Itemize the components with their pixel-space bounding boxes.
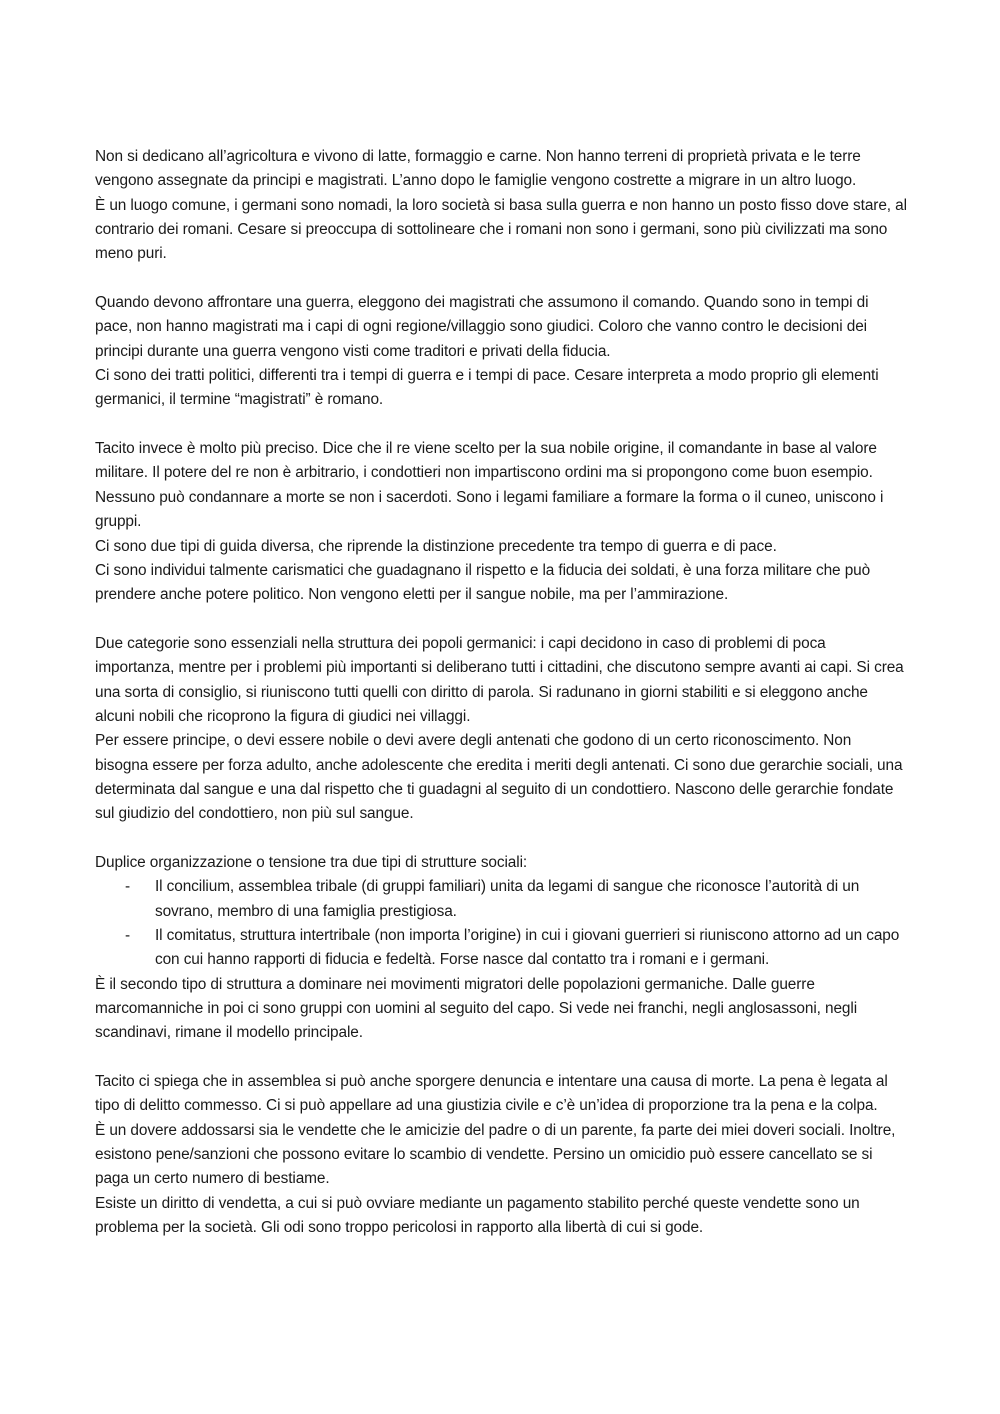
- paragraph: Ci sono due tipi di guida diversa, che riprende la distinzione precedente tra tempo di guerra e di pace.: [95, 537, 777, 555]
- paragraph: Tacito ci spiega che in assemblea si può anche sporgere denuncia e intentare una causa di morte. La pena è legata al tipo di delitto commesso. Ci si può appellare ad una giustizia civile e c’è un’idea di proporzione tra la pena e la colpa.: [95, 1073, 888, 1115]
- paragraph: Per essere principe, o devi essere nobile o devi avere degli antenati che godono di un certo riconoscimento. Non bisogna essere per forza adulto, anche adolescente che eredita i meriti degli antenati. Ci sono due gerarchie sociali, una determinata dal sangue e una dal rispetto che ti guadagni al seguito di un condottiero. Nascono delle gerarchie fondate sul giudizio del condottiero, non più sul sangue.: [95, 732, 903, 823]
- section-nomadism: [95, 145, 907, 267]
- paragraph: Tacito invece è molto più preciso. Dice che il re viene scelto per la sua nobile origine, il comandante in base al valore militare. Il potere del re non è arbitrario, i condottieri non impartiscono ordini ma si propongono come buon esempio. Nessuno può condannare a morte se non i sacerdoti. Sono i legami familiare a formare la forma o il cuneo, uniscono i gruppi.: [95, 440, 884, 531]
- paragraph: Ci sono dei tratti politici, differenti tra i tempi di guerra e i tempi di pace. Cesare interpreta a modo proprio gli elementi germanici, il termine “magistrati” è romano.: [95, 367, 879, 409]
- paragraph-spacer: [95, 413, 907, 437]
- section-tacitus-leaders: [95, 437, 907, 607]
- section-magistrates: [95, 291, 907, 413]
- list-item-text: Il comitatus, struttura intertribale (non importa l’origine) in cui i giovani guerrieri si riuniscono attorno ad un capo con cui hanno rapporti di fiducia e fedeltà. Forse nasce dal contatto tra i romani e i germani.: [155, 927, 900, 969]
- document-page: [95, 145, 907, 1240]
- paragraph-spacer: [95, 267, 907, 291]
- list-item: [95, 875, 907, 924]
- paragraph: Non si dedicano all’agricoltura e vivono di latte, formaggio e carne. Non hanno terreni di proprietà privata e le terre vengono assegnate da principi e magistrati. L’anno dopo le famiglie vengono costrette a migrare in un altro luogo.: [95, 148, 861, 190]
- section-social-structures: [95, 851, 907, 1046]
- paragraph: Quando devono affrontare una guerra, eleggono dei magistrati che assumono il comando. Quando sono in tempi di pace, non hanno magistrati ma i capi di ogni regione/villaggio sono giudici. Coloro che vanno contro le decisioni dei principi durante una guerra vengono visti come traditori e privati della fiducia.: [95, 294, 869, 360]
- bullet-marker: -: [125, 878, 131, 896]
- paragraph-spacer: [95, 1046, 907, 1070]
- bullet-marker: -: [125, 927, 131, 944]
- section-justice: [95, 1070, 907, 1240]
- list-item: [95, 924, 907, 973]
- list-intro: Duplice organizzazione o tensione tra due tipi di strutture sociali:: [95, 853, 528, 871]
- paragraph: Due categorie sono essenziali nella struttura dei popoli germanici: i capi decidono in caso di problemi di poca importanza, mentre per i problemi più importanti si deliberano tutti i cittadini, che discutono sempre avanti ai capi. Si crea una sorta di consiglio, si riuniscono tutti quelli con diritto di parola. Si radunano in giorni stabiliti e si eleggono anche alcuni nobili che ricoprono la figura di giudici nei villaggi.: [95, 634, 904, 725]
- list-item-text: Il concilium, assemblea tribale (di gruppi familiari) unita da legami di sangue che riconosce l’autorità di un sovrano, membro di una famiglia prestigiosa.: [155, 878, 860, 920]
- paragraph: Ci sono individui talmente carismatici che guadagnano il rispetto e la fiducia dei soldati, è una forza militare che può prendere anche potere politico. Non vengono eletti per il sangue nobile, ma per l’ammirazione.: [95, 561, 871, 604]
- paragraph: Esiste un diritto di vendetta, a cui si può ovviare mediante un pagamento stabilito perché queste vendette sono un problema per la società. Gli odi sono troppo pericolosi in rapporto alla libertà di cui si gode.: [95, 1194, 860, 1237]
- paragraph: È il secondo tipo di struttura a dominare nei movimenti migratori delle popolazioni germaniche. Dalle guerre marcomanniche in poi ci sono gruppi con uomini al seguito del capo. Si vede nei franchi, negli anglosassoni, negli scandinavi, rimane il modello principale.: [95, 975, 858, 1042]
- paragraph-spacer: [95, 827, 907, 851]
- paragraph: È un luogo comune, i germani sono nomadi, la loro società si basa sulla guerra e non hanno un posto fisso dove stare, al contrario dei romani. Cesare si preoccupa di sottolineare che i romani non sono i germani, sono più civilizzati ma sono meno puri.: [95, 196, 907, 263]
- paragraph-spacer: [95, 608, 907, 632]
- paragraph: È un dovere addossarsi sia le vendette che le amicizie del padre o di un parente, fa parte dei miei doveri sociali. Inoltre, esistono pene/sanzioni che possono evitare lo scambio di vendette. Persino un omicidio può essere cancellato se si paga un certo numero di bestiame.: [95, 1121, 896, 1188]
- bullet-list: [95, 875, 907, 972]
- section-assembly: [95, 632, 907, 827]
